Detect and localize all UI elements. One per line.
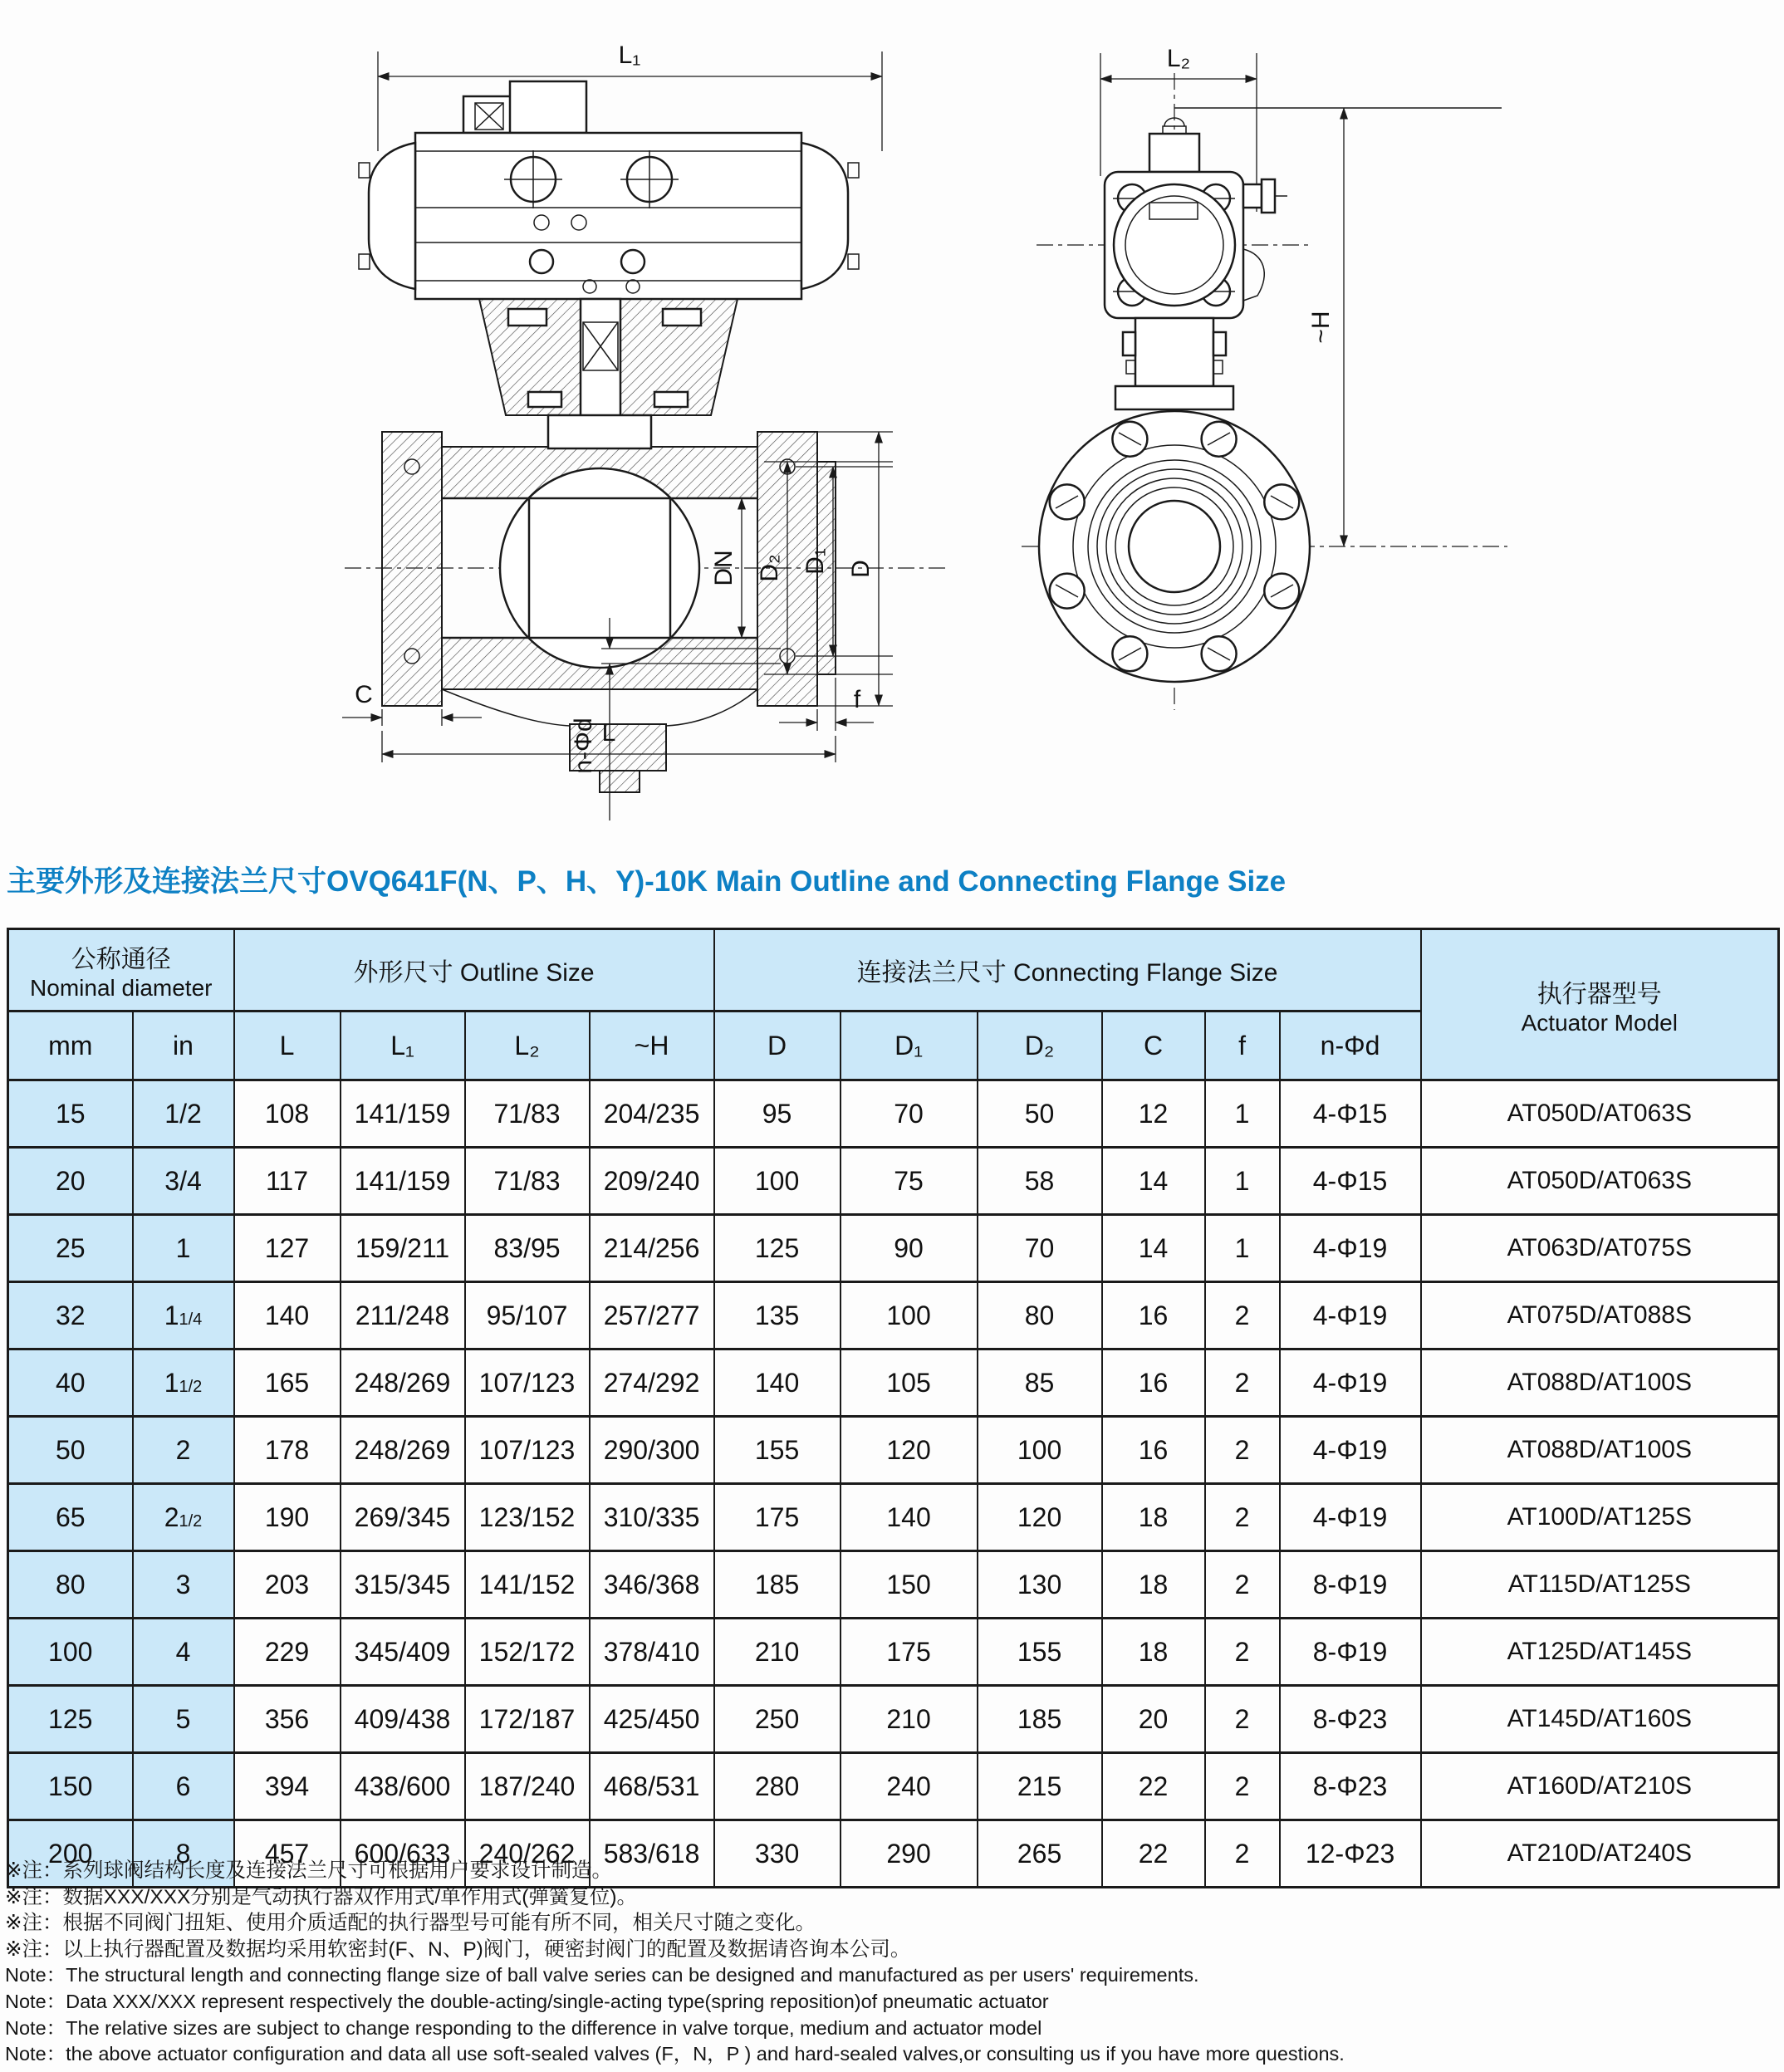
technical-drawings: [0, 0, 1784, 843]
cell-mm: 150: [8, 1753, 133, 1820]
col-group-actuator-model: [1421, 929, 1779, 1080]
cell-mm: 100: [8, 1619, 133, 1686]
note-line: Note：Data XXX/XXX represent respectively the double-acting/single-acting type(spring reposition)of pneumatic actuator: [5, 1990, 1049, 2012]
col-header-D2: D₂: [978, 1012, 1102, 1080]
cell-actuator-model: AT210D/AT240S: [1421, 1820, 1779, 1888]
dim-label-d2: D₂: [756, 554, 783, 582]
cell-in: 11/2: [133, 1349, 234, 1417]
page-title: 主要外形及连接法兰尺寸OVQ641F(N、P、H、Y)-10K Main Outline and Connecting Flange Size: [7, 865, 1287, 898]
table-row: [8, 1080, 1779, 1148]
cell-mm: 20: [8, 1148, 133, 1215]
cell-H: 204/235: [590, 1080, 714, 1148]
cell-n-phi-d: 8-Φ19: [1280, 1619, 1421, 1686]
cell-L: 140: [234, 1282, 341, 1349]
cell-L2: 240/262: [465, 1820, 590, 1888]
cell-actuator-model: AT125D/AT145S: [1421, 1619, 1779, 1686]
cell-L2: 141/152: [465, 1551, 590, 1619]
cell-L2: 152/172: [465, 1619, 590, 1686]
col-header-C: C: [1102, 1012, 1205, 1080]
cell-D2: 100: [978, 1417, 1102, 1484]
cell-actuator-model: AT145D/AT160S: [1421, 1686, 1779, 1753]
cell-C: 16: [1102, 1282, 1205, 1349]
cell-L: 127: [234, 1215, 341, 1282]
cell-in: 3: [133, 1551, 234, 1619]
cell-L1: 269/345: [341, 1484, 465, 1551]
cell-H: 425/450: [590, 1686, 714, 1753]
cell-L: 229: [234, 1619, 341, 1686]
cell-n-phi-d: 8-Φ23: [1280, 1686, 1421, 1753]
cell-n-phi-d: 4-Φ19: [1280, 1349, 1421, 1417]
cell-D1: 150: [841, 1551, 978, 1619]
cell-actuator-model: AT088D/AT100S: [1421, 1349, 1779, 1417]
cell-D1: 90: [841, 1215, 978, 1282]
dim-label-l2: L₂: [1166, 45, 1191, 72]
cell-D1: 75: [841, 1148, 978, 1215]
cell-D1: 105: [841, 1349, 978, 1417]
cell-f: 2: [1205, 1282, 1280, 1349]
cell-mm: 65: [8, 1484, 133, 1551]
cell-f: 2: [1205, 1484, 1280, 1551]
col-header-H: ~H: [590, 1012, 714, 1080]
col-header-mm: mm: [8, 1012, 133, 1080]
cell-C: 14: [1102, 1215, 1205, 1282]
cell-f: 2: [1205, 1417, 1280, 1484]
cell-L: 178: [234, 1417, 341, 1484]
cell-in: 3/4: [133, 1148, 234, 1215]
cell-f: 1: [1205, 1080, 1280, 1148]
cell-mm: 80: [8, 1551, 133, 1619]
valve-end-view-drawing: [1022, 45, 1507, 710]
cell-f: 1: [1205, 1148, 1280, 1215]
col-header-in: in: [133, 1012, 234, 1080]
note-line: Note：the above actuator configuration and data all use soft-sealed valves (F，N，P ) and hard-sealed valves,or consulting us if you have more questions.: [5, 2043, 1345, 2065]
cell-H: 209/240: [590, 1148, 714, 1215]
cell-L2: 95/107: [465, 1282, 590, 1349]
cell-C: 18: [1102, 1484, 1205, 1551]
cell-D: 155: [714, 1417, 841, 1484]
table-body: [8, 1080, 1779, 1888]
cell-L1: 600/633: [341, 1820, 465, 1888]
table-row: [8, 1686, 1779, 1753]
cell-L1: 159/211: [341, 1215, 465, 1282]
dim-label-d: D: [847, 560, 875, 578]
table-row: [8, 1349, 1779, 1417]
cell-L: 356: [234, 1686, 341, 1753]
valve-side-section-drawing: [342, 42, 947, 820]
dim-label-n-phi-d: n-Φd: [570, 718, 597, 774]
cell-D: 210: [714, 1619, 841, 1686]
cell-H: 274/292: [590, 1349, 714, 1417]
cell-n-phi-d: 4-Φ15: [1280, 1080, 1421, 1148]
cell-L1: 248/269: [341, 1349, 465, 1417]
cell-L1: 409/438: [341, 1686, 465, 1753]
cell-C: 14: [1102, 1148, 1205, 1215]
col-group-connecting-flange-size: 连接法兰尺寸 Connecting Flange Size: [714, 929, 1421, 1012]
cell-in: 1/2: [133, 1080, 234, 1148]
cell-D2: 130: [978, 1551, 1102, 1619]
cell-in: 2: [133, 1417, 234, 1484]
cell-D1: 140: [841, 1484, 978, 1551]
cell-n-phi-d: 4-Φ19: [1280, 1215, 1421, 1282]
cell-f: 2: [1205, 1820, 1280, 1888]
table-row: [8, 1484, 1779, 1551]
table-row: [8, 1215, 1779, 1282]
col-header-n-phi-d: n-Φd: [1280, 1012, 1421, 1080]
actuator-model-zh: 执行器型号: [1536, 980, 1662, 1008]
dim-label-h: ~H: [1307, 311, 1335, 344]
dimension-table: [7, 928, 1780, 1888]
cell-H: 257/277: [590, 1282, 714, 1349]
cell-D1: 70: [841, 1080, 978, 1148]
cell-D: 185: [714, 1551, 841, 1619]
cell-C: 20: [1102, 1686, 1205, 1753]
cell-mm: 125: [8, 1686, 133, 1753]
cell-n-phi-d: 12-Φ23: [1280, 1820, 1421, 1888]
cell-H: 583/618: [590, 1820, 714, 1888]
cell-D: 250: [714, 1686, 841, 1753]
cell-D: 175: [714, 1484, 841, 1551]
cell-in: 5: [133, 1686, 234, 1753]
cell-n-phi-d: 4-Φ15: [1280, 1148, 1421, 1215]
col-header-f: f: [1205, 1012, 1280, 1080]
cell-D: 140: [714, 1349, 841, 1417]
cell-D: 100: [714, 1148, 841, 1215]
cell-actuator-model: AT075D/AT088S: [1421, 1282, 1779, 1349]
cell-in: 8: [133, 1820, 234, 1888]
cell-D2: 58: [978, 1148, 1102, 1215]
cell-C: 22: [1102, 1820, 1205, 1888]
nominal-diameter-zh: 公称通径: [71, 946, 171, 973]
col-header-L1: L₁: [341, 1012, 465, 1080]
cell-D1: 175: [841, 1619, 978, 1686]
cell-D1: 290: [841, 1820, 978, 1888]
cell-D2: 50: [978, 1080, 1102, 1148]
cell-f: 2: [1205, 1551, 1280, 1619]
cell-actuator-model: AT050D/AT063S: [1421, 1080, 1779, 1148]
cell-mm: 40: [8, 1349, 133, 1417]
cell-actuator-model: AT063D/AT075S: [1421, 1215, 1779, 1282]
cell-L: 394: [234, 1753, 341, 1820]
cell-in: 21/2: [133, 1484, 234, 1551]
cell-f: 1: [1205, 1215, 1280, 1282]
cell-D2: 265: [978, 1820, 1102, 1888]
table-row: [8, 1282, 1779, 1349]
cell-f: 2: [1205, 1753, 1280, 1820]
cell-in: 1: [133, 1215, 234, 1282]
col-header-L2: L₂: [465, 1012, 590, 1080]
cell-C: 16: [1102, 1417, 1205, 1484]
cell-L2: 123/152: [465, 1484, 590, 1551]
dim-label-l: L: [601, 719, 616, 747]
cell-L: 108: [234, 1080, 341, 1148]
cell-n-phi-d: 4-Φ19: [1280, 1417, 1421, 1484]
notes: [5, 1858, 1782, 2068]
cell-D: 95: [714, 1080, 841, 1148]
cell-D1: 120: [841, 1417, 978, 1484]
cell-D1: 240: [841, 1753, 978, 1820]
cell-L1: 248/269: [341, 1417, 465, 1484]
dim-label-dn: DN: [710, 550, 738, 586]
cell-L1: 211/248: [341, 1282, 465, 1349]
dim-label-d1: D₁: [801, 548, 829, 575]
table-row: [8, 1753, 1779, 1820]
cell-D2: 70: [978, 1215, 1102, 1282]
cell-L1: 141/159: [341, 1148, 465, 1215]
cell-D1: 100: [841, 1282, 978, 1349]
cell-actuator-model: AT115D/AT125S: [1421, 1551, 1779, 1619]
cell-L2: 83/95: [465, 1215, 590, 1282]
note-line: Note：The structural length and connecting flange size of ball valve series can be designed and manufactured as per users' requirements.: [5, 1964, 1199, 1986]
col-group-outline-size: 外形尺寸 Outline Size: [234, 929, 714, 1012]
dim-label-l1: L₁: [618, 42, 641, 69]
cell-L: 117: [234, 1148, 341, 1215]
cell-L2: 71/83: [465, 1080, 590, 1148]
dim-label-c: C: [355, 681, 373, 708]
table-row: [8, 1148, 1779, 1215]
cell-H: 468/531: [590, 1753, 714, 1820]
cell-mm: 25: [8, 1215, 133, 1282]
cell-L1: 141/159: [341, 1080, 465, 1148]
cell-L1: 315/345: [341, 1551, 465, 1619]
cell-L2: 172/187: [465, 1686, 590, 1753]
cell-L: 190: [234, 1484, 341, 1551]
cell-C: 22: [1102, 1753, 1205, 1820]
note-line: Note：The relative sizes are subject to change responding to the difference in valve torque, medium and actuator model: [5, 2016, 1042, 2039]
cell-mm: 50: [8, 1417, 133, 1484]
group-header-row: [8, 929, 1779, 1012]
col-header-L: L: [234, 1012, 341, 1080]
cell-f: 2: [1205, 1619, 1280, 1686]
note-line: ※注：数据XXX/XXX分别是气动执行器双作用式/单作用式(弹簧复位)。: [5, 1885, 638, 1908]
col-group-nominal-diameter: [8, 929, 234, 1012]
cell-L: 165: [234, 1349, 341, 1417]
cell-n-phi-d: 4-Φ19: [1280, 1282, 1421, 1349]
cell-D: 280: [714, 1753, 841, 1820]
cell-mm: 200: [8, 1820, 133, 1888]
cell-actuator-model: AT100D/AT125S: [1421, 1484, 1779, 1551]
cell-D2: 155: [978, 1619, 1102, 1686]
actuator-model-en: Actuator Model: [1521, 1009, 1678, 1036]
cell-C: 16: [1102, 1349, 1205, 1417]
cell-H: 290/300: [590, 1417, 714, 1484]
note-line: ※注：根据不同阀门扭矩、使用介质适配的执行器型号可能有所不同，相关尺寸随之变化。: [5, 1912, 816, 1935]
table-row: [8, 1417, 1779, 1484]
table-row: [8, 1619, 1779, 1686]
cell-C: 18: [1102, 1619, 1205, 1686]
cell-L2: 107/123: [465, 1349, 590, 1417]
cell-L: 457: [234, 1820, 341, 1888]
cell-in: 4: [133, 1619, 234, 1686]
cell-D2: 80: [978, 1282, 1102, 1349]
cell-L2: 107/123: [465, 1417, 590, 1484]
cell-L1: 345/409: [341, 1619, 465, 1686]
cell-mm: 32: [8, 1282, 133, 1349]
cell-f: 2: [1205, 1686, 1280, 1753]
col-header-D: D: [714, 1012, 841, 1080]
cell-C: 18: [1102, 1551, 1205, 1619]
cell-D2: 85: [978, 1349, 1102, 1417]
cell-actuator-model: AT160D/AT210S: [1421, 1753, 1779, 1820]
cell-in: 6: [133, 1753, 234, 1820]
cell-D2: 120: [978, 1484, 1102, 1551]
cell-actuator-model: AT050D/AT063S: [1421, 1148, 1779, 1215]
note-line: ※注：以上执行器配置及数据均采用软密封(F、N、P)阀门，硬密封阀门的配置及数据请咨询本公司。: [5, 1937, 911, 1961]
cell-H: 214/256: [590, 1215, 714, 1282]
cell-D: 135: [714, 1282, 841, 1349]
cell-D: 125: [714, 1215, 841, 1282]
cell-in: 11/4: [133, 1282, 234, 1349]
cell-D2: 215: [978, 1753, 1102, 1820]
dim-label-f: f: [853, 686, 861, 713]
cell-H: 310/335: [590, 1484, 714, 1551]
cell-D1: 210: [841, 1686, 978, 1753]
cell-L1: 438/600: [341, 1753, 465, 1820]
table-row: [8, 1551, 1779, 1619]
cell-n-phi-d: 4-Φ19: [1280, 1484, 1421, 1551]
cell-f: 2: [1205, 1349, 1280, 1417]
note-line: ※注：系列球阀结构长度及连接法兰尺寸可根据用户要求设计制造。: [5, 1859, 613, 1882]
cell-D2: 185: [978, 1686, 1102, 1753]
cell-L: 203: [234, 1551, 341, 1619]
cell-L2: 71/83: [465, 1148, 590, 1215]
cell-n-phi-d: 8-Φ23: [1280, 1753, 1421, 1820]
cell-n-phi-d: 8-Φ19: [1280, 1551, 1421, 1619]
cell-C: 12: [1102, 1080, 1205, 1148]
col-header-D1: D₁: [841, 1012, 978, 1080]
cell-L2: 187/240: [465, 1753, 590, 1820]
cell-mm: 15: [8, 1080, 133, 1148]
cell-H: 346/368: [590, 1551, 714, 1619]
nominal-diameter-en: Nominal diameter: [30, 975, 213, 1001]
cell-D: 330: [714, 1820, 841, 1888]
cell-H: 378/410: [590, 1619, 714, 1686]
cell-actuator-model: AT088D/AT100S: [1421, 1417, 1779, 1484]
